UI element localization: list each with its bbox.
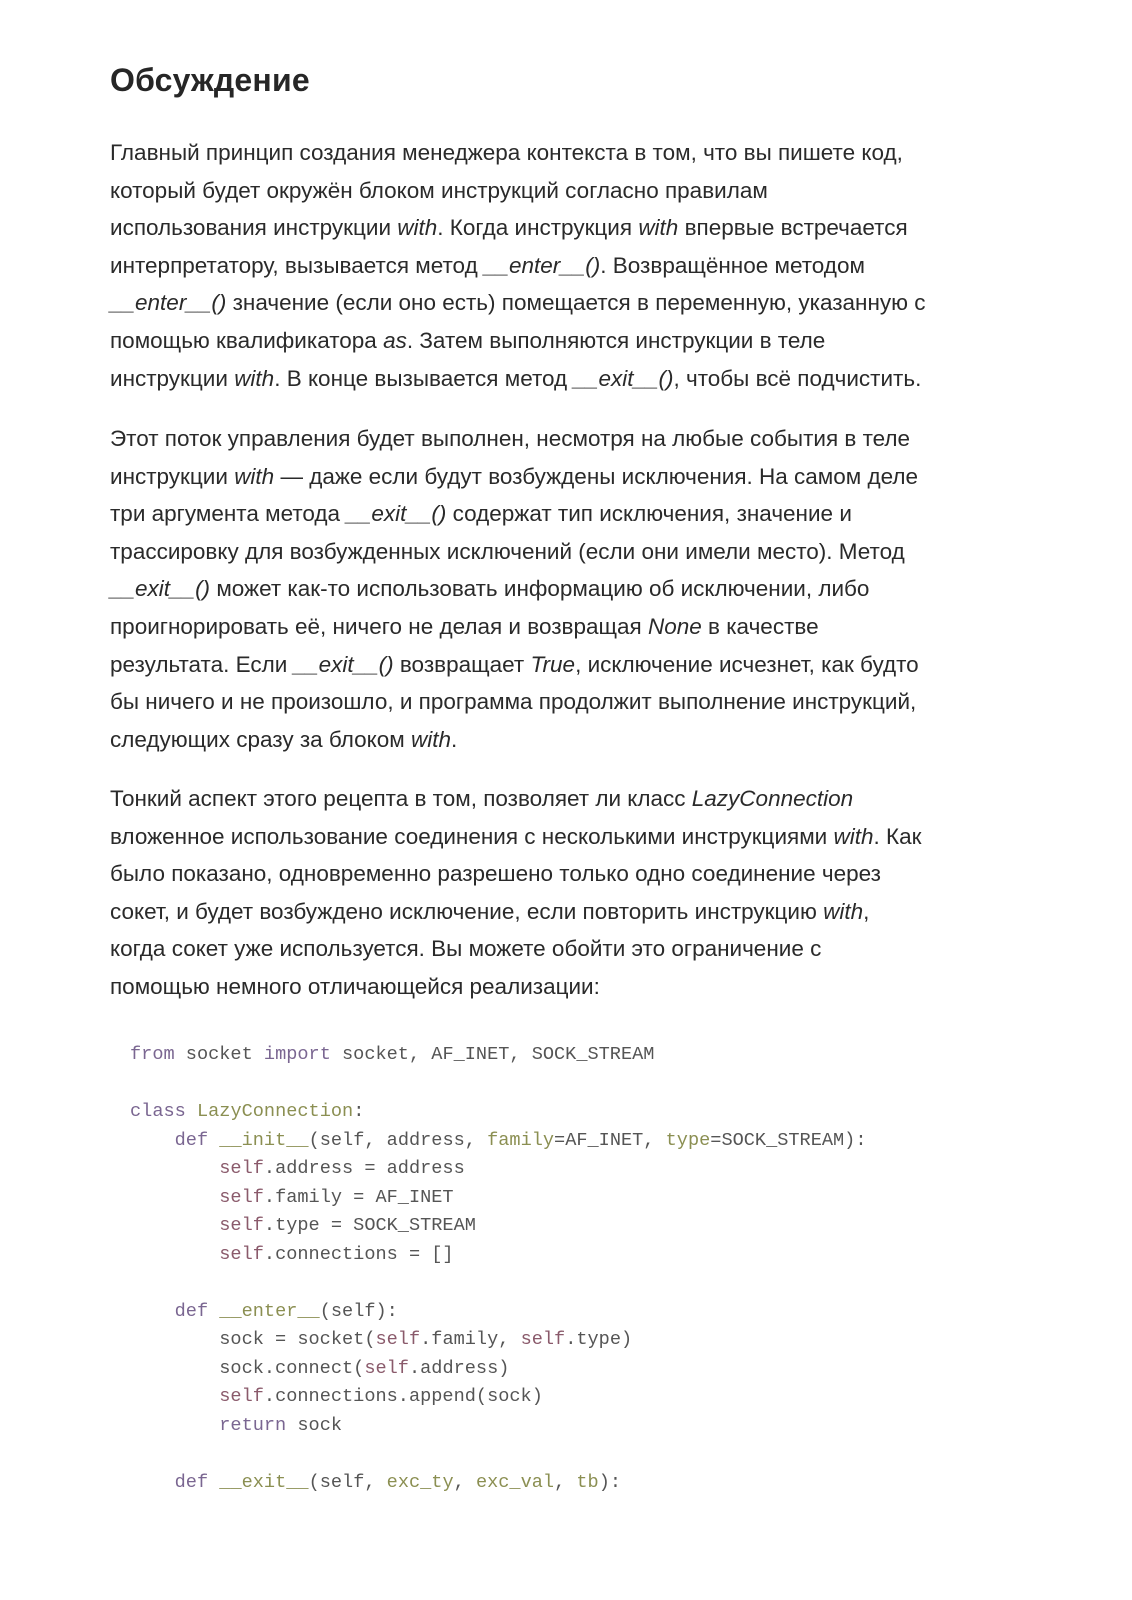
text-run: , чтобы всё подчистить. (673, 365, 922, 391)
text-run: вложенное использование соединения с несколькими инструкциями (110, 823, 834, 849)
text-run: было показано, одновременно разрешено только одно соединение через (110, 861, 881, 887)
code-token: =AF_INET, (554, 1129, 666, 1151)
code-line (130, 1383, 867, 1412)
code-line (130, 1041, 867, 1070)
text-run: который будет окружён блоком инструкций согласно правилам (110, 177, 768, 203)
text-run: . Возвращённое методом (600, 252, 865, 278)
text-run: . Затем выполняются инструкции в теле (406, 327, 826, 353)
code-token (130, 1158, 219, 1179)
italic-term: with (411, 726, 452, 752)
code-token: .connections = [] (263, 1243, 454, 1265)
text-run: помощью немного отличающейся реализации: (110, 973, 600, 999)
code-token: sock = socket( (130, 1329, 376, 1350)
text-run: Главный принцип создания менеджера контекста в том, что вы пишете код, (110, 140, 903, 165)
text-line (110, 818, 1030, 856)
paragraph-1 (110, 134, 1030, 397)
code-token: type (665, 1129, 711, 1151)
text-line (110, 930, 1030, 968)
text-run: значение (если оно есть) помещается в переменную, указанную с (226, 290, 926, 316)
text-run: . Когда инструкция (437, 215, 639, 241)
code-token: def (174, 1300, 209, 1322)
code-token: exc_ty (386, 1471, 454, 1493)
code-token: self (219, 1215, 264, 1236)
text-run: проигнорировать её, ничего не делая и возвращая (110, 613, 648, 639)
text-line (110, 608, 1030, 646)
text-run: бы ничего и не произошло, и программа продолжит выполнение инструкций, (110, 689, 917, 715)
text-line (110, 420, 1030, 458)
italic-term: __exit__() (573, 365, 674, 391)
code-token: sock.connect( (130, 1357, 365, 1379)
italic-term: with (638, 215, 679, 241)
code-token: self (375, 1329, 421, 1350)
code-block (130, 1041, 867, 1497)
text-run: сокет, и будет возбуждено исключение, если повторить инструкцию (110, 898, 824, 924)
code-token: self (219, 1186, 264, 1208)
code-token: .address = address (263, 1158, 465, 1179)
code-line (130, 1212, 867, 1241)
code-token: (self): (319, 1300, 398, 1322)
code-token (130, 1130, 175, 1151)
text-line (110, 247, 1030, 285)
text-run: Этот поток управления будет выполнен, несмотря на любые события в теле (110, 426, 911, 451)
text-line (110, 893, 1030, 931)
code-line (130, 1184, 867, 1213)
text-line (110, 968, 1030, 1006)
text-run: использования инструкции (110, 215, 398, 241)
text-run: впервые встречается (678, 215, 908, 241)
code-token (130, 1472, 175, 1493)
code-token: self (219, 1158, 264, 1179)
text-run: когда сокет уже используется. Вы можете обойти это ограничение с (110, 936, 822, 962)
text-line (110, 134, 1030, 172)
italic-term: with (234, 463, 275, 489)
text-line (110, 855, 1030, 893)
code-token: ): (598, 1471, 622, 1493)
code-token: import (263, 1044, 331, 1065)
text-line (110, 458, 1030, 496)
text-run: . (451, 726, 458, 752)
italic-term: None (647, 613, 702, 639)
italic-term: __enter__() (110, 290, 227, 316)
text-run: три аргумента метода (110, 501, 347, 527)
code-token (130, 1301, 175, 1322)
code-token (130, 1187, 219, 1208)
text-line (110, 172, 1030, 210)
text-line (110, 721, 1030, 759)
italic-term: True (530, 651, 576, 677)
code-line (130, 1326, 867, 1355)
code-token (208, 1130, 219, 1151)
text-run: . Как (873, 823, 922, 849)
code-token (130, 1244, 219, 1265)
code-token: .address) (408, 1357, 510, 1379)
italic-term: __enter__() (483, 252, 601, 278)
text-run: содержат тип исключения, значение и (446, 501, 852, 527)
code-token: exc_val (475, 1471, 555, 1493)
code-token: socket (174, 1044, 264, 1065)
text-run: инструкции (110, 365, 235, 391)
text-run: . В конце вызывается метод (274, 365, 574, 391)
italic-term: __exit__() (293, 651, 394, 677)
text-run: инструкции (110, 463, 235, 489)
code-token: sock (286, 1414, 343, 1436)
code-token (186, 1101, 197, 1122)
code-token (130, 1386, 219, 1407)
code-token: .family = AF_INET (263, 1186, 454, 1208)
code-token (130, 1415, 219, 1436)
code-token: self (364, 1357, 409, 1379)
code-token (130, 1215, 219, 1236)
code-line (130, 1155, 867, 1184)
code-token: family (487, 1129, 555, 1151)
code-token: .type) (565, 1329, 633, 1350)
text-line (110, 780, 1030, 818)
section-heading: Обсуждение (110, 62, 310, 98)
code-line (130, 1412, 867, 1441)
code-line (130, 1127, 867, 1156)
text-line (110, 570, 1030, 608)
text-run: результата. Если (110, 651, 294, 677)
code-token: , (453, 1471, 476, 1493)
text-run: возвращает (393, 651, 531, 677)
code-token: =SOCK_STREAM): (710, 1129, 867, 1151)
code-line (130, 1469, 867, 1498)
text-run: в качестве (701, 613, 819, 639)
text-line (110, 646, 1030, 684)
code-token: __exit__ (219, 1471, 309, 1493)
code-token: tb (576, 1471, 599, 1493)
code-token: __init__ (219, 1129, 309, 1151)
italic-term: with (833, 823, 874, 849)
text-line (110, 495, 1030, 533)
text-line (110, 533, 1030, 571)
code-token: .connections.append(sock) (263, 1386, 543, 1407)
code-token: , (554, 1471, 577, 1493)
text-line (110, 284, 1030, 322)
code-token: self (219, 1386, 264, 1407)
code-line (130, 1098, 867, 1127)
code-token: def (174, 1471, 209, 1493)
text-run: Тонкий аспект этого рецепта в том, позволяет ли класс (110, 786, 692, 811)
code-token: self (520, 1329, 566, 1350)
paragraph-3 (110, 780, 1030, 1006)
italic-term: __exit__() (346, 501, 447, 527)
code-token: (self, address, (308, 1129, 488, 1151)
text-run: помощью квалификатора (110, 327, 384, 353)
code-token: (self, (308, 1471, 387, 1493)
code-token: class (130, 1101, 186, 1122)
code-line (130, 1355, 867, 1384)
italic-term: LazyConnection (691, 786, 854, 811)
code-token: from (130, 1044, 175, 1065)
text-line (110, 360, 1030, 398)
text-run: следующих сразу за блоком (110, 726, 412, 752)
code-token: : (353, 1101, 365, 1122)
code-line (130, 1241, 867, 1270)
italic-term: __exit__() (110, 576, 211, 602)
text-line (110, 322, 1030, 360)
text-run: трассировку для возбужденных исключений (если они имели место). Метод (110, 538, 905, 564)
text-run: , (863, 898, 870, 924)
code-token: __enter__ (219, 1300, 320, 1322)
code-token: def (174, 1129, 209, 1151)
code-token: LazyConnection (196, 1101, 354, 1122)
italic-term: with (397, 215, 438, 241)
code-token: .family, (420, 1329, 521, 1350)
italic-term: with (823, 898, 864, 924)
text-run: интерпретатору, вызывается метод (110, 252, 484, 278)
code-token: socket, AF_INET, SOCK_STREAM (330, 1044, 655, 1065)
code-line (130, 1070, 867, 1099)
text-run: может как-то использовать информацию об исключении, либо (210, 576, 870, 602)
code-token: return (219, 1414, 287, 1436)
text-line (110, 683, 1030, 721)
code-line (130, 1440, 867, 1469)
code-token: .type = SOCK_STREAM (263, 1215, 476, 1236)
italic-term: with (234, 365, 275, 391)
text-line (110, 209, 1030, 247)
italic-term: as (383, 327, 407, 353)
code-token: self (219, 1243, 264, 1265)
code-line (130, 1298, 867, 1327)
code-token (208, 1472, 219, 1493)
text-run: , исключение исчезнет, как будто (575, 651, 919, 677)
paragraph-2 (110, 420, 1030, 758)
code-line (130, 1269, 867, 1298)
code-token (208, 1301, 219, 1322)
text-run: — даже если будут возбуждены исключения. На самом деле (274, 463, 919, 489)
